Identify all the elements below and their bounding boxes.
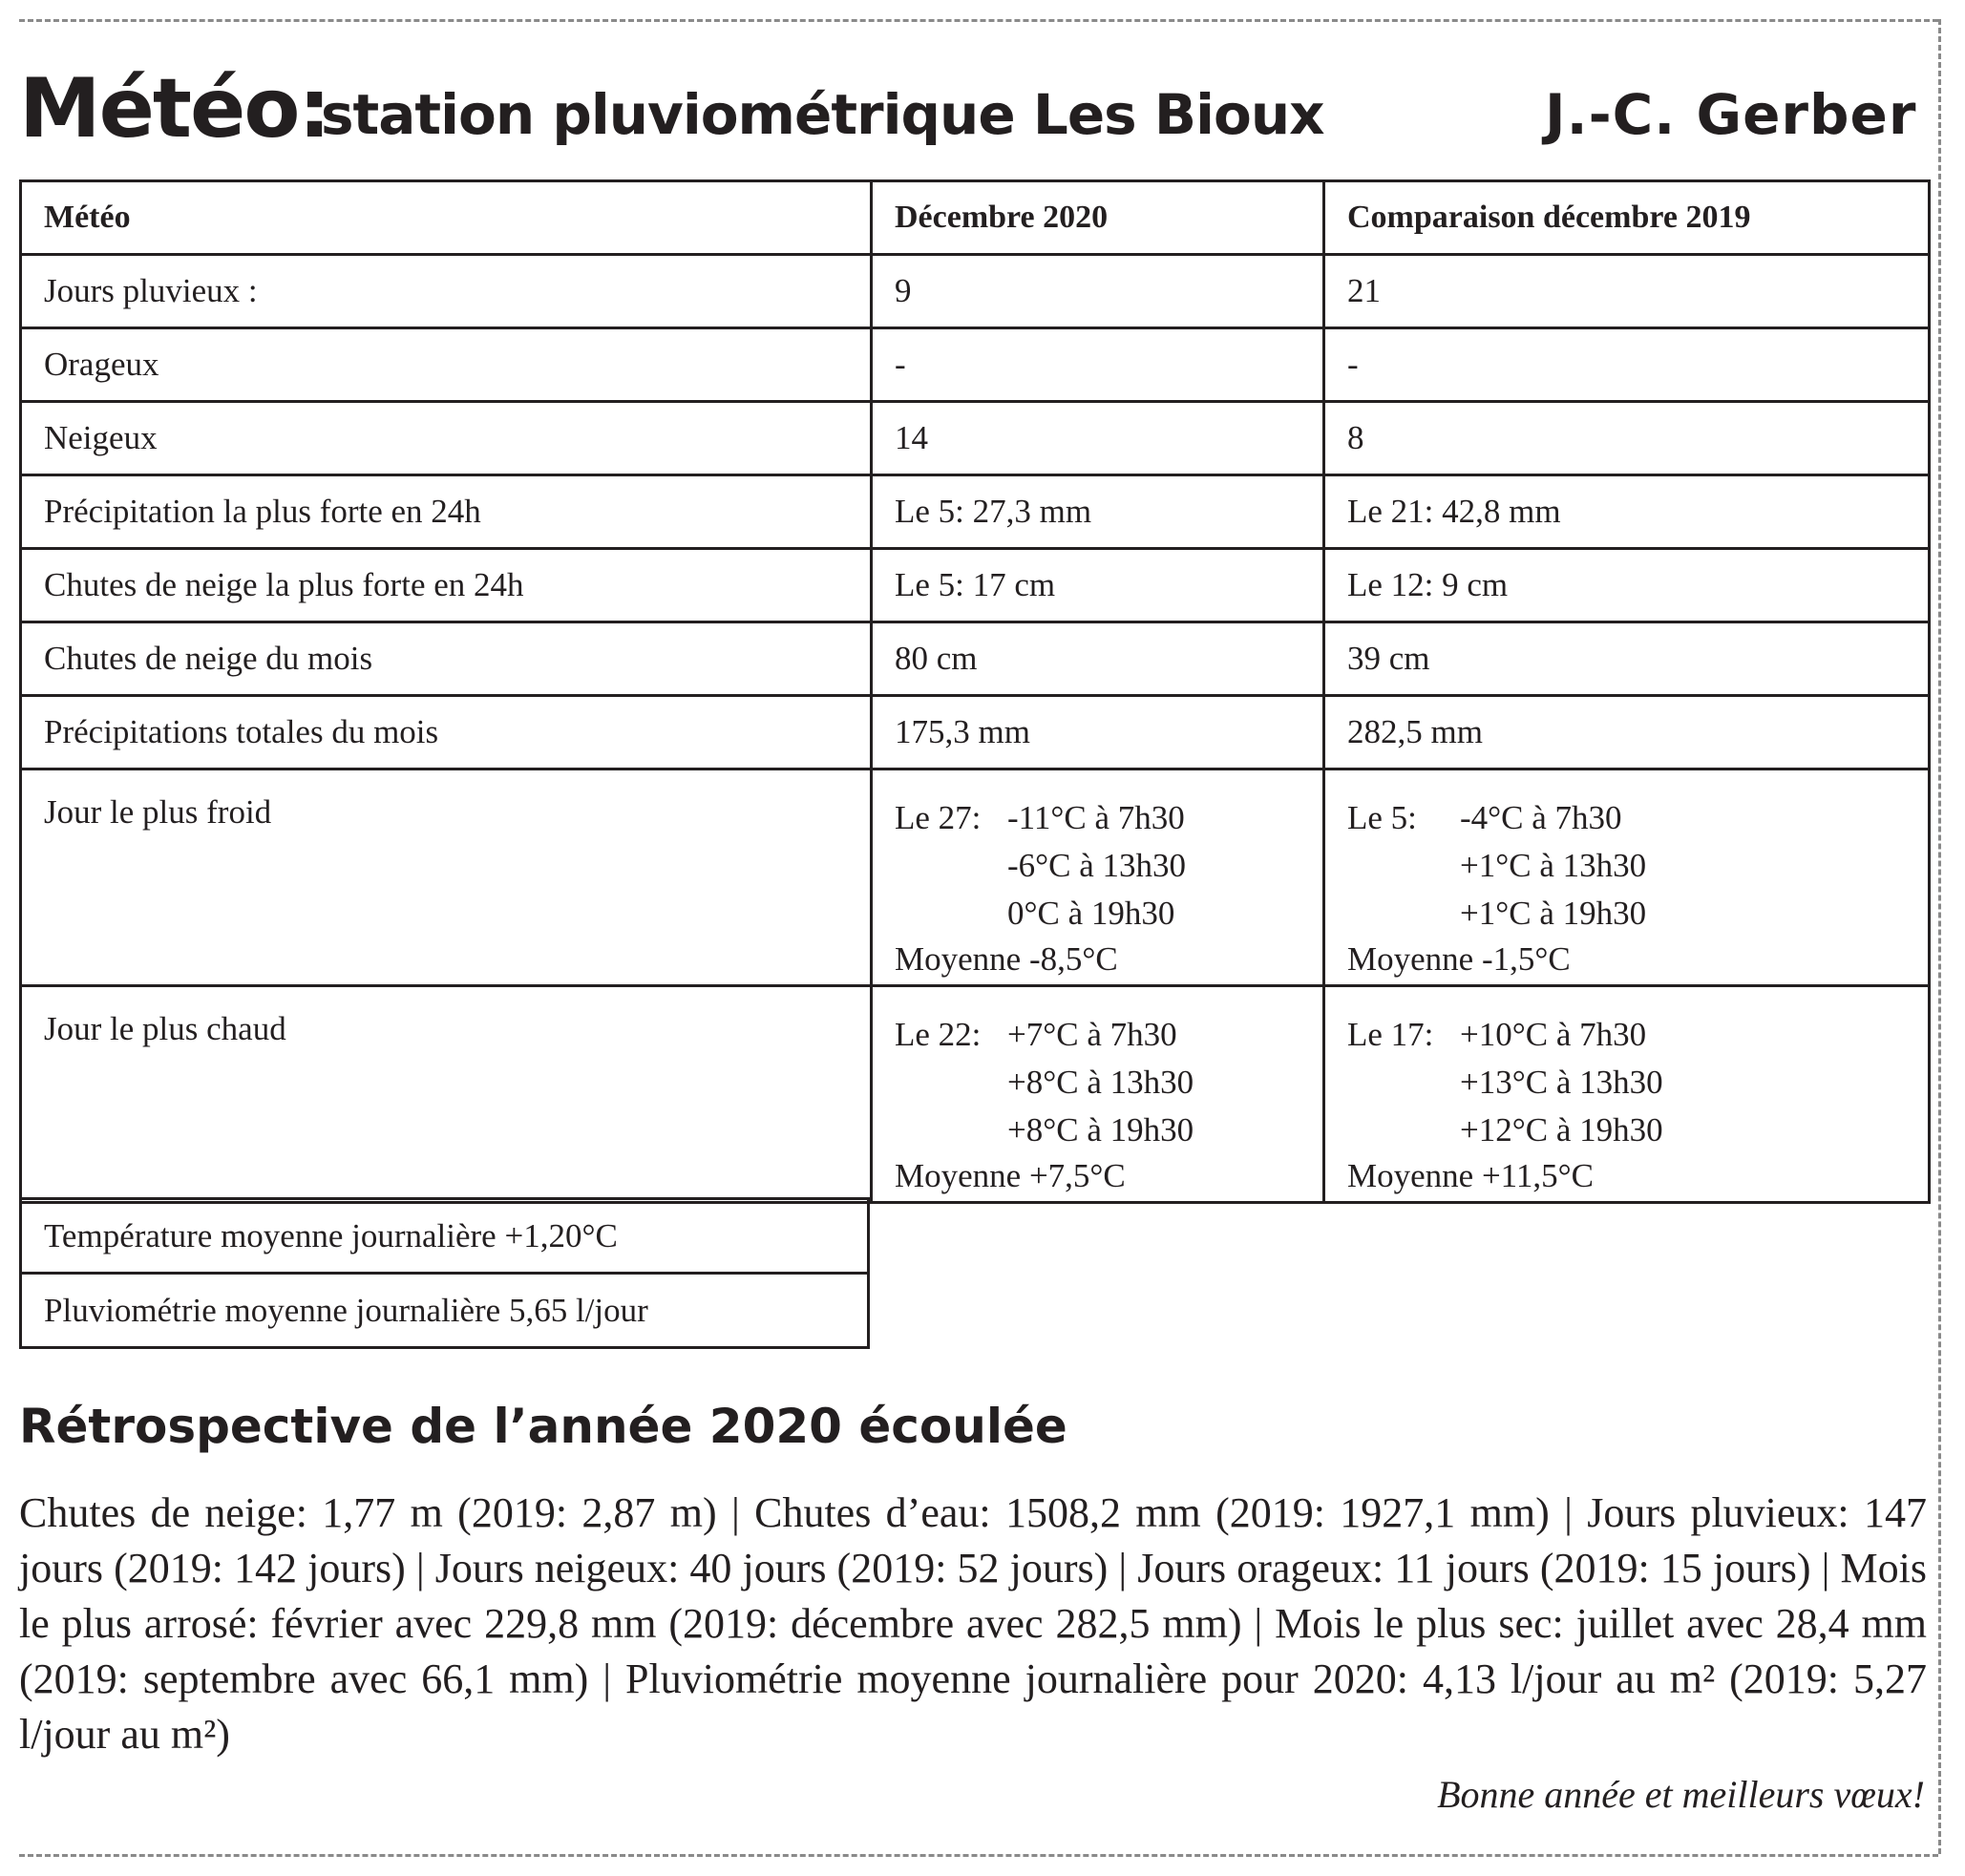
closing-wishes: Bonne année et meilleurs vœux!	[1437, 1773, 1925, 1816]
temperature-block	[895, 770, 1322, 980]
table-row	[21, 402, 1930, 475]
cell-dec-2019	[1324, 986, 1930, 1203]
page-subtitle: station pluviométrique Les Bioux	[321, 82, 1324, 147]
table-row-warmest-day	[21, 986, 1930, 1203]
row-label: Précipitation la plus forte en 24h	[21, 475, 872, 549]
retrospective-paragraph: Chutes de neige: 1,77 m (2019: 2,87 m) | Chutes d’eau: 1508,2 mm (2019: 1927,1 mm) | Jours pluvieux: 147 jours (2019: 142 jours) | Jours neigeux: 40 jours (2019: 52 jours) | Jours orageux: 11 jours (2019: 15 jours) | Mois le plus arrosé: février avec 229,8 mm (2019: décembre avec 282,5 mm) | Mois le plus sec: juillet avec 28,4 mm (2019: septembre avec 66,1 mm) | Pluviométrie moyenne journalière pour 2020: 4,13 l/jour au m² (2019: 5,27 l/jour au m²)	[19, 1489, 1927, 1758]
table-row	[21, 475, 1930, 549]
cell-dec-2020	[872, 986, 1324, 1203]
cell-dec-2019: 282,5 mm	[1324, 696, 1930, 769]
temperature-reading: +10°C à 7h30	[1460, 1016, 1647, 1053]
day-label: Le 5:	[1347, 799, 1417, 836]
temperature-reading: -6°C à 13h30	[1007, 847, 1187, 884]
row-label: Chutes de neige la plus forte en 24h	[21, 549, 872, 622]
temperature-reading: +8°C à 13h30	[1007, 1064, 1194, 1101]
column-header: Météo	[21, 181, 872, 255]
summary-table	[19, 1197, 870, 1349]
table-header-row	[21, 181, 1930, 255]
row-label	[21, 986, 872, 1203]
temperature-reading: 0°C à 19h30	[1007, 895, 1175, 932]
cell-dec-2020: Le 5: 27,3 mm	[872, 475, 1324, 549]
table-row	[21, 696, 1930, 769]
row-label: Jours pluvieux :	[21, 255, 872, 328]
summary-average-temperature: Température moyenne journalière +1,20°C	[21, 1199, 869, 1274]
page-header	[19, 61, 1919, 166]
temperature-average: Moyenne -8,5°C	[895, 940, 1118, 978]
cell-dec-2019: 21	[1324, 255, 1930, 328]
day-label: Le 17:	[1347, 1016, 1434, 1053]
page-title: Météo:	[19, 61, 329, 157]
table-row	[21, 1274, 869, 1348]
weather-table	[19, 179, 1931, 1204]
temperature-average: Moyenne -1,5°C	[1347, 940, 1571, 978]
temperature-average: Moyenne +11,5°C	[1347, 1157, 1594, 1194]
summary-average-rainfall: Pluviométrie moyenne journalière 5,65 l/jour	[21, 1274, 869, 1348]
cell-dec-2020: -	[872, 328, 1324, 402]
column-header: Décembre 2020	[872, 181, 1324, 255]
table-row	[21, 328, 1930, 402]
temperature-block	[895, 987, 1322, 1197]
temperature-reading: +1°C à 19h30	[1460, 895, 1647, 932]
temperature-block	[1347, 987, 1928, 1197]
row-label: Chutes de neige du mois	[21, 622, 872, 696]
row-label: Orageux	[21, 328, 872, 402]
row-label	[21, 769, 872, 986]
cell-dec-2019	[1324, 769, 1930, 986]
temperature-reading: +7°C à 7h30	[1007, 1016, 1177, 1053]
cell-dec-2019: Le 21: 42,8 mm	[1324, 475, 1930, 549]
column-header: Comparaison décembre 2019	[1324, 181, 1930, 255]
cell-dec-2020: 80 cm	[872, 622, 1324, 696]
dashed-border-bottom	[19, 1854, 1938, 1857]
retrospective-heading: Rétrospective de l’année 2020 écoulée	[19, 1399, 1067, 1454]
cell-dec-2019: Le 12: 9 cm	[1324, 549, 1930, 622]
cell-dec-2020: 9	[872, 255, 1324, 328]
cell-dec-2019: 39 cm	[1324, 622, 1930, 696]
temperature-reading: +13°C à 13h30	[1460, 1064, 1663, 1101]
dashed-border-right	[1938, 19, 1941, 1854]
table-row	[21, 549, 1930, 622]
cell-dec-2019: 8	[1324, 402, 1930, 475]
row-label-text: Jour le plus chaud	[44, 1010, 286, 1047]
table-row	[21, 255, 1930, 328]
temperature-reading: +1°C à 13h30	[1460, 847, 1647, 884]
table-row-coldest-day	[21, 769, 1930, 986]
table-row	[21, 622, 1930, 696]
row-label: Neigeux	[21, 402, 872, 475]
cell-dec-2020	[872, 769, 1324, 986]
row-label: Précipitations totales du mois	[21, 696, 872, 769]
row-label-text: Jour le plus froid	[44, 793, 272, 831]
day-label: Le 27:	[895, 799, 982, 836]
temperature-reading: +12°C à 19h30	[1460, 1111, 1663, 1149]
cell-dec-2020: 14	[872, 402, 1324, 475]
cell-dec-2020: Le 5: 17 cm	[872, 549, 1324, 622]
dashed-border-top	[19, 19, 1938, 22]
cell-dec-2019: -	[1324, 328, 1930, 402]
temperature-average: Moyenne +7,5°C	[895, 1157, 1126, 1194]
author-name: J.-C. Gerber	[1545, 82, 1917, 147]
day-label: Le 22:	[895, 1016, 982, 1053]
cell-dec-2020: 175,3 mm	[872, 696, 1324, 769]
temperature-reading: +8°C à 19h30	[1007, 1111, 1194, 1149]
temperature-reading: -11°C à 7h30	[1007, 799, 1185, 836]
table-row	[21, 1199, 869, 1274]
temperature-block	[1347, 770, 1928, 980]
temperature-reading: -4°C à 7h30	[1460, 799, 1622, 836]
